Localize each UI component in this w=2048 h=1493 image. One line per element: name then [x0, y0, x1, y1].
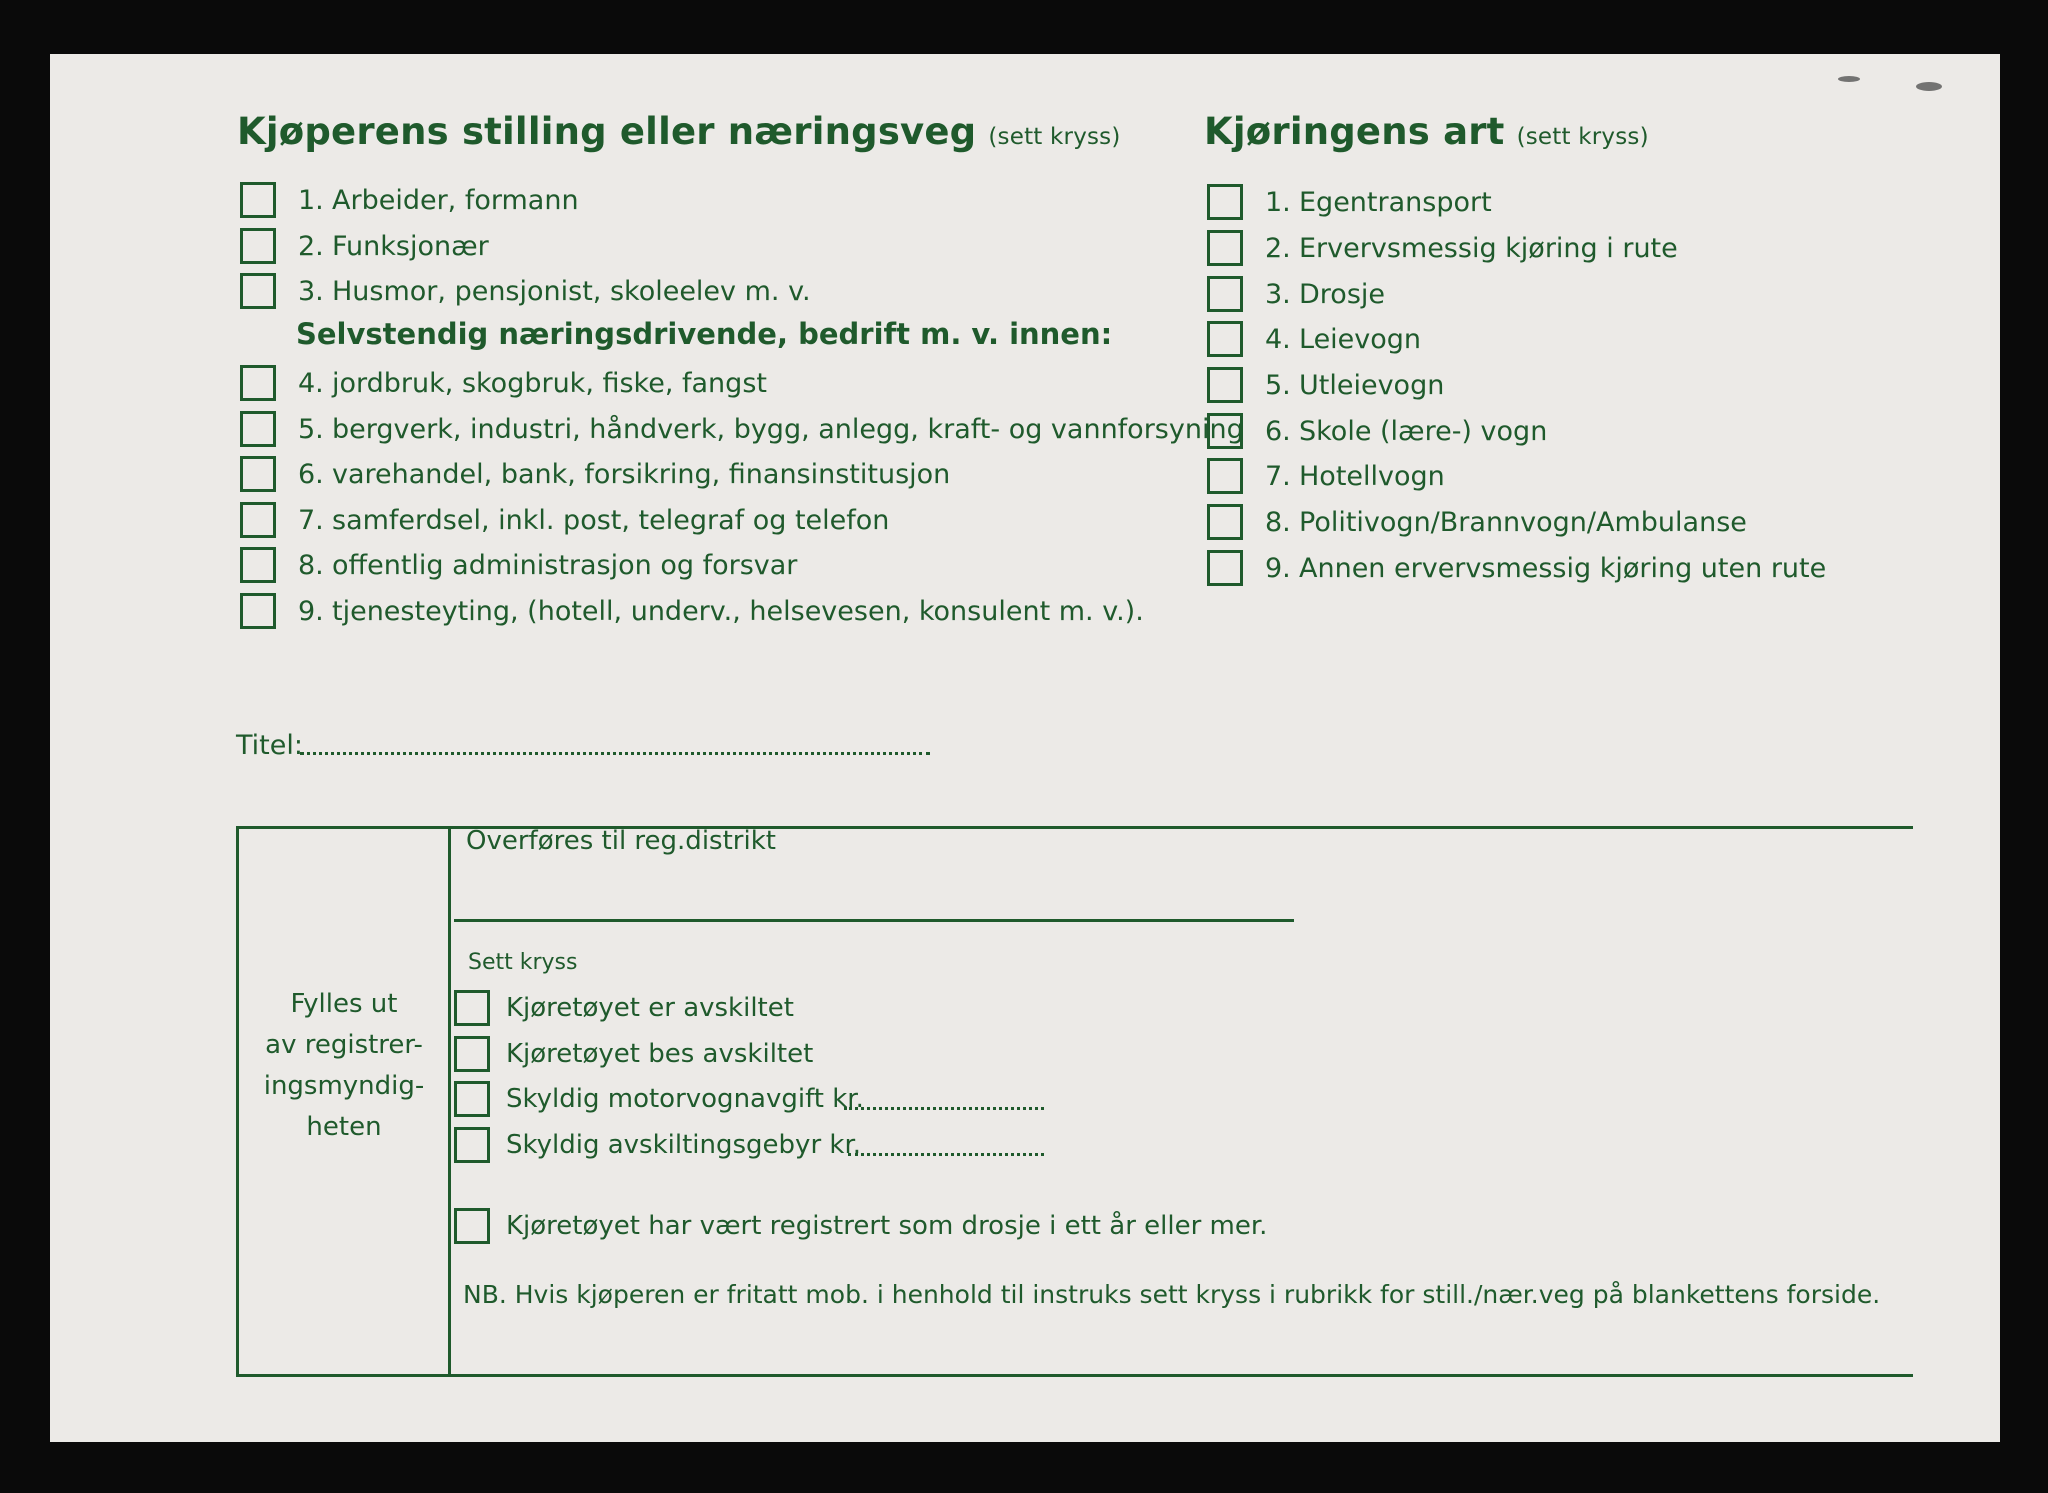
option-number: 4.: [298, 367, 324, 399]
option-label: Hotellvogn: [1299, 460, 1445, 492]
option-number: 6.: [1265, 415, 1291, 447]
checkbox[interactable]: [1207, 184, 1243, 220]
registry-side-label: [240, 984, 448, 1148]
option-number: 9.: [1265, 552, 1291, 584]
checkbox[interactable]: [240, 593, 276, 629]
option-label: tjenesteyting, (hotell, underv., helsevesen, konsulent m. v.).: [332, 595, 1144, 627]
option-number: 1.: [298, 184, 324, 216]
checkbox[interactable]: [1207, 230, 1243, 266]
driving-option-3[interactable]: [1207, 274, 1385, 314]
buyer-occupation-note: (sett kryss): [988, 124, 1121, 150]
option-number: 8.: [1265, 506, 1291, 538]
check-label: Kjøretøyet er avskiltet: [506, 993, 794, 1023]
occupation-option-3[interactable]: [240, 271, 811, 311]
motor-fee-amount-line[interactable]: [844, 1107, 1044, 1110]
buyer-occupation-title: Kjøperens stilling eller næringsveg: [237, 110, 977, 153]
form-sheet: [50, 54, 2000, 1442]
check-label: Kjøretøyet har vært registrert som drosje i ett år eller mer.: [506, 1211, 1268, 1241]
checkbox[interactable]: [1207, 458, 1243, 494]
driving-type-heading: [1204, 110, 1649, 153]
driving-type-title: Kjøringens art: [1204, 110, 1505, 153]
buyer-occupation-heading: [237, 110, 1121, 153]
checkbox[interactable]: [1207, 504, 1243, 540]
check-label: Kjøretøyet bes avskiltet: [506, 1039, 814, 1069]
option-number: 9.: [298, 595, 324, 627]
option-number: 1.: [1265, 186, 1291, 218]
checkbox[interactable]: [1207, 367, 1243, 403]
plate-fee-amount-line[interactable]: [848, 1153, 1044, 1156]
check-label: Skyldig avskiltingsgebyr kr.: [506, 1130, 862, 1160]
check-label: Skyldig motorvognavgift kr.: [506, 1084, 864, 1114]
checkbox[interactable]: [454, 990, 490, 1026]
transfer-district-label: Overføres til reg.distrikt: [466, 826, 776, 856]
option-label: Utleievogn: [1299, 369, 1445, 401]
checkbox[interactable]: [240, 547, 276, 583]
option-number: 7.: [1265, 460, 1291, 492]
option-label: Egentransport: [1299, 186, 1492, 218]
scan-speck: [1916, 82, 1942, 91]
occupation-option-7[interactable]: [240, 500, 889, 540]
option-label: Arbeider, formann: [332, 184, 579, 216]
occupation-option-4[interactable]: [240, 363, 767, 403]
checkbox[interactable]: [240, 365, 276, 401]
option-number: 3.: [1265, 278, 1291, 310]
occupation-option-2[interactable]: [240, 226, 489, 266]
option-number: 5.: [1265, 369, 1291, 401]
occupation-option-6[interactable]: [240, 454, 950, 494]
option-number: 6.: [298, 458, 324, 490]
occupation-option-9[interactable]: [240, 591, 1144, 631]
occupation-option-8[interactable]: [240, 545, 797, 585]
option-label: offentlig administrasjon og forsvar: [332, 549, 798, 581]
option-label: Annen ervervsmessig kjøring uten rute: [1299, 552, 1827, 584]
registry-box-left-border: [236, 826, 239, 1376]
registry-check-plate-fee[interactable]: [454, 1125, 861, 1165]
side-label-line: ingsmyndig-: [263, 1071, 425, 1101]
checkbox[interactable]: [454, 1081, 490, 1117]
option-number: 5.: [298, 413, 324, 445]
driving-option-8[interactable]: [1207, 502, 1747, 542]
option-label: Skole (lære-) vogn: [1299, 415, 1548, 447]
title-label: Titel:: [236, 730, 303, 761]
registry-check-motor-fee[interactable]: [454, 1079, 864, 1119]
checkbox[interactable]: [1207, 276, 1243, 312]
registry-check-taxi-history[interactable]: [454, 1206, 1267, 1246]
driving-option-5[interactable]: [1207, 365, 1444, 405]
checkbox[interactable]: [240, 228, 276, 264]
checkbox[interactable]: [1207, 413, 1243, 449]
nb-note: NB. Hvis kjøperen er fritatt mob. i henhold til instruks sett kryss i rubrikk for still./nær.veg på blankettens forside.: [463, 1280, 1881, 1309]
option-label: samferdsel, inkl. post, telegraf og telefon: [332, 504, 890, 536]
registry-box-bottom-border: [236, 1374, 1913, 1377]
registry-box-divider: [448, 826, 451, 1376]
checkbox[interactable]: [454, 1208, 490, 1244]
mark-instruction: Sett kryss: [468, 950, 578, 975]
checkbox[interactable]: [1207, 321, 1243, 357]
checkbox[interactable]: [1207, 550, 1243, 586]
option-label: Funksjonær: [332, 230, 489, 262]
option-label: Politivogn/Brannvogn/Ambulanse: [1299, 506, 1747, 538]
side-label-line: Fylles ut: [290, 989, 398, 1019]
driving-type-note: (sett kryss): [1516, 124, 1649, 150]
scan-speck: [1838, 76, 1860, 82]
driving-option-1[interactable]: [1207, 182, 1492, 222]
driving-option-7[interactable]: [1207, 456, 1445, 496]
driving-option-6[interactable]: [1207, 411, 1547, 451]
checkbox[interactable]: [240, 502, 276, 538]
option-label: varehandel, bank, forsikring, finansinstitusjon: [332, 458, 951, 490]
self-employed-subheading: Selvstendig næringsdrivende, bedrift m. v. innen:: [296, 317, 1113, 351]
checkbox[interactable]: [240, 411, 276, 447]
occupation-option-5[interactable]: [240, 409, 1244, 449]
registry-check-deregistered[interactable]: [454, 988, 794, 1028]
option-label: Husmor, pensjonist, skoleelev m. v.: [332, 275, 811, 307]
option-number: 7.: [298, 504, 324, 536]
option-number: 3.: [298, 275, 324, 307]
option-label: bergverk, industri, håndverk, bygg, anlegg, kraft- og vannforsyning: [332, 413, 1244, 445]
title-input-line[interactable]: [300, 752, 930, 755]
option-number: 4.: [1265, 323, 1291, 355]
option-label: Ervervsmessig kjøring i rute: [1299, 232, 1678, 264]
option-label: Leievogn: [1299, 323, 1422, 355]
option-number: 2.: [298, 230, 324, 262]
checkbox[interactable]: [454, 1036, 490, 1072]
side-label-line: heten: [306, 1112, 382, 1142]
driving-option-9[interactable]: [1207, 548, 1826, 588]
registry-check-request-deregister[interactable]: [454, 1034, 813, 1074]
checkbox[interactable]: [240, 182, 276, 218]
driving-option-2[interactable]: [1207, 228, 1678, 268]
option-label: Drosje: [1299, 278, 1385, 310]
option-label: jordbruk, skogbruk, fiske, fangst: [332, 367, 767, 399]
checkbox[interactable]: [454, 1127, 490, 1163]
occupation-option-1[interactable]: [240, 180, 579, 220]
driving-option-4[interactable]: [1207, 319, 1421, 359]
option-number: 2.: [1265, 232, 1291, 264]
side-label-line: av registrer-: [265, 1030, 423, 1060]
transfer-district-input-line[interactable]: [454, 919, 1294, 922]
option-number: 8.: [298, 549, 324, 581]
checkbox[interactable]: [240, 456, 276, 492]
checkbox[interactable]: [240, 273, 276, 309]
